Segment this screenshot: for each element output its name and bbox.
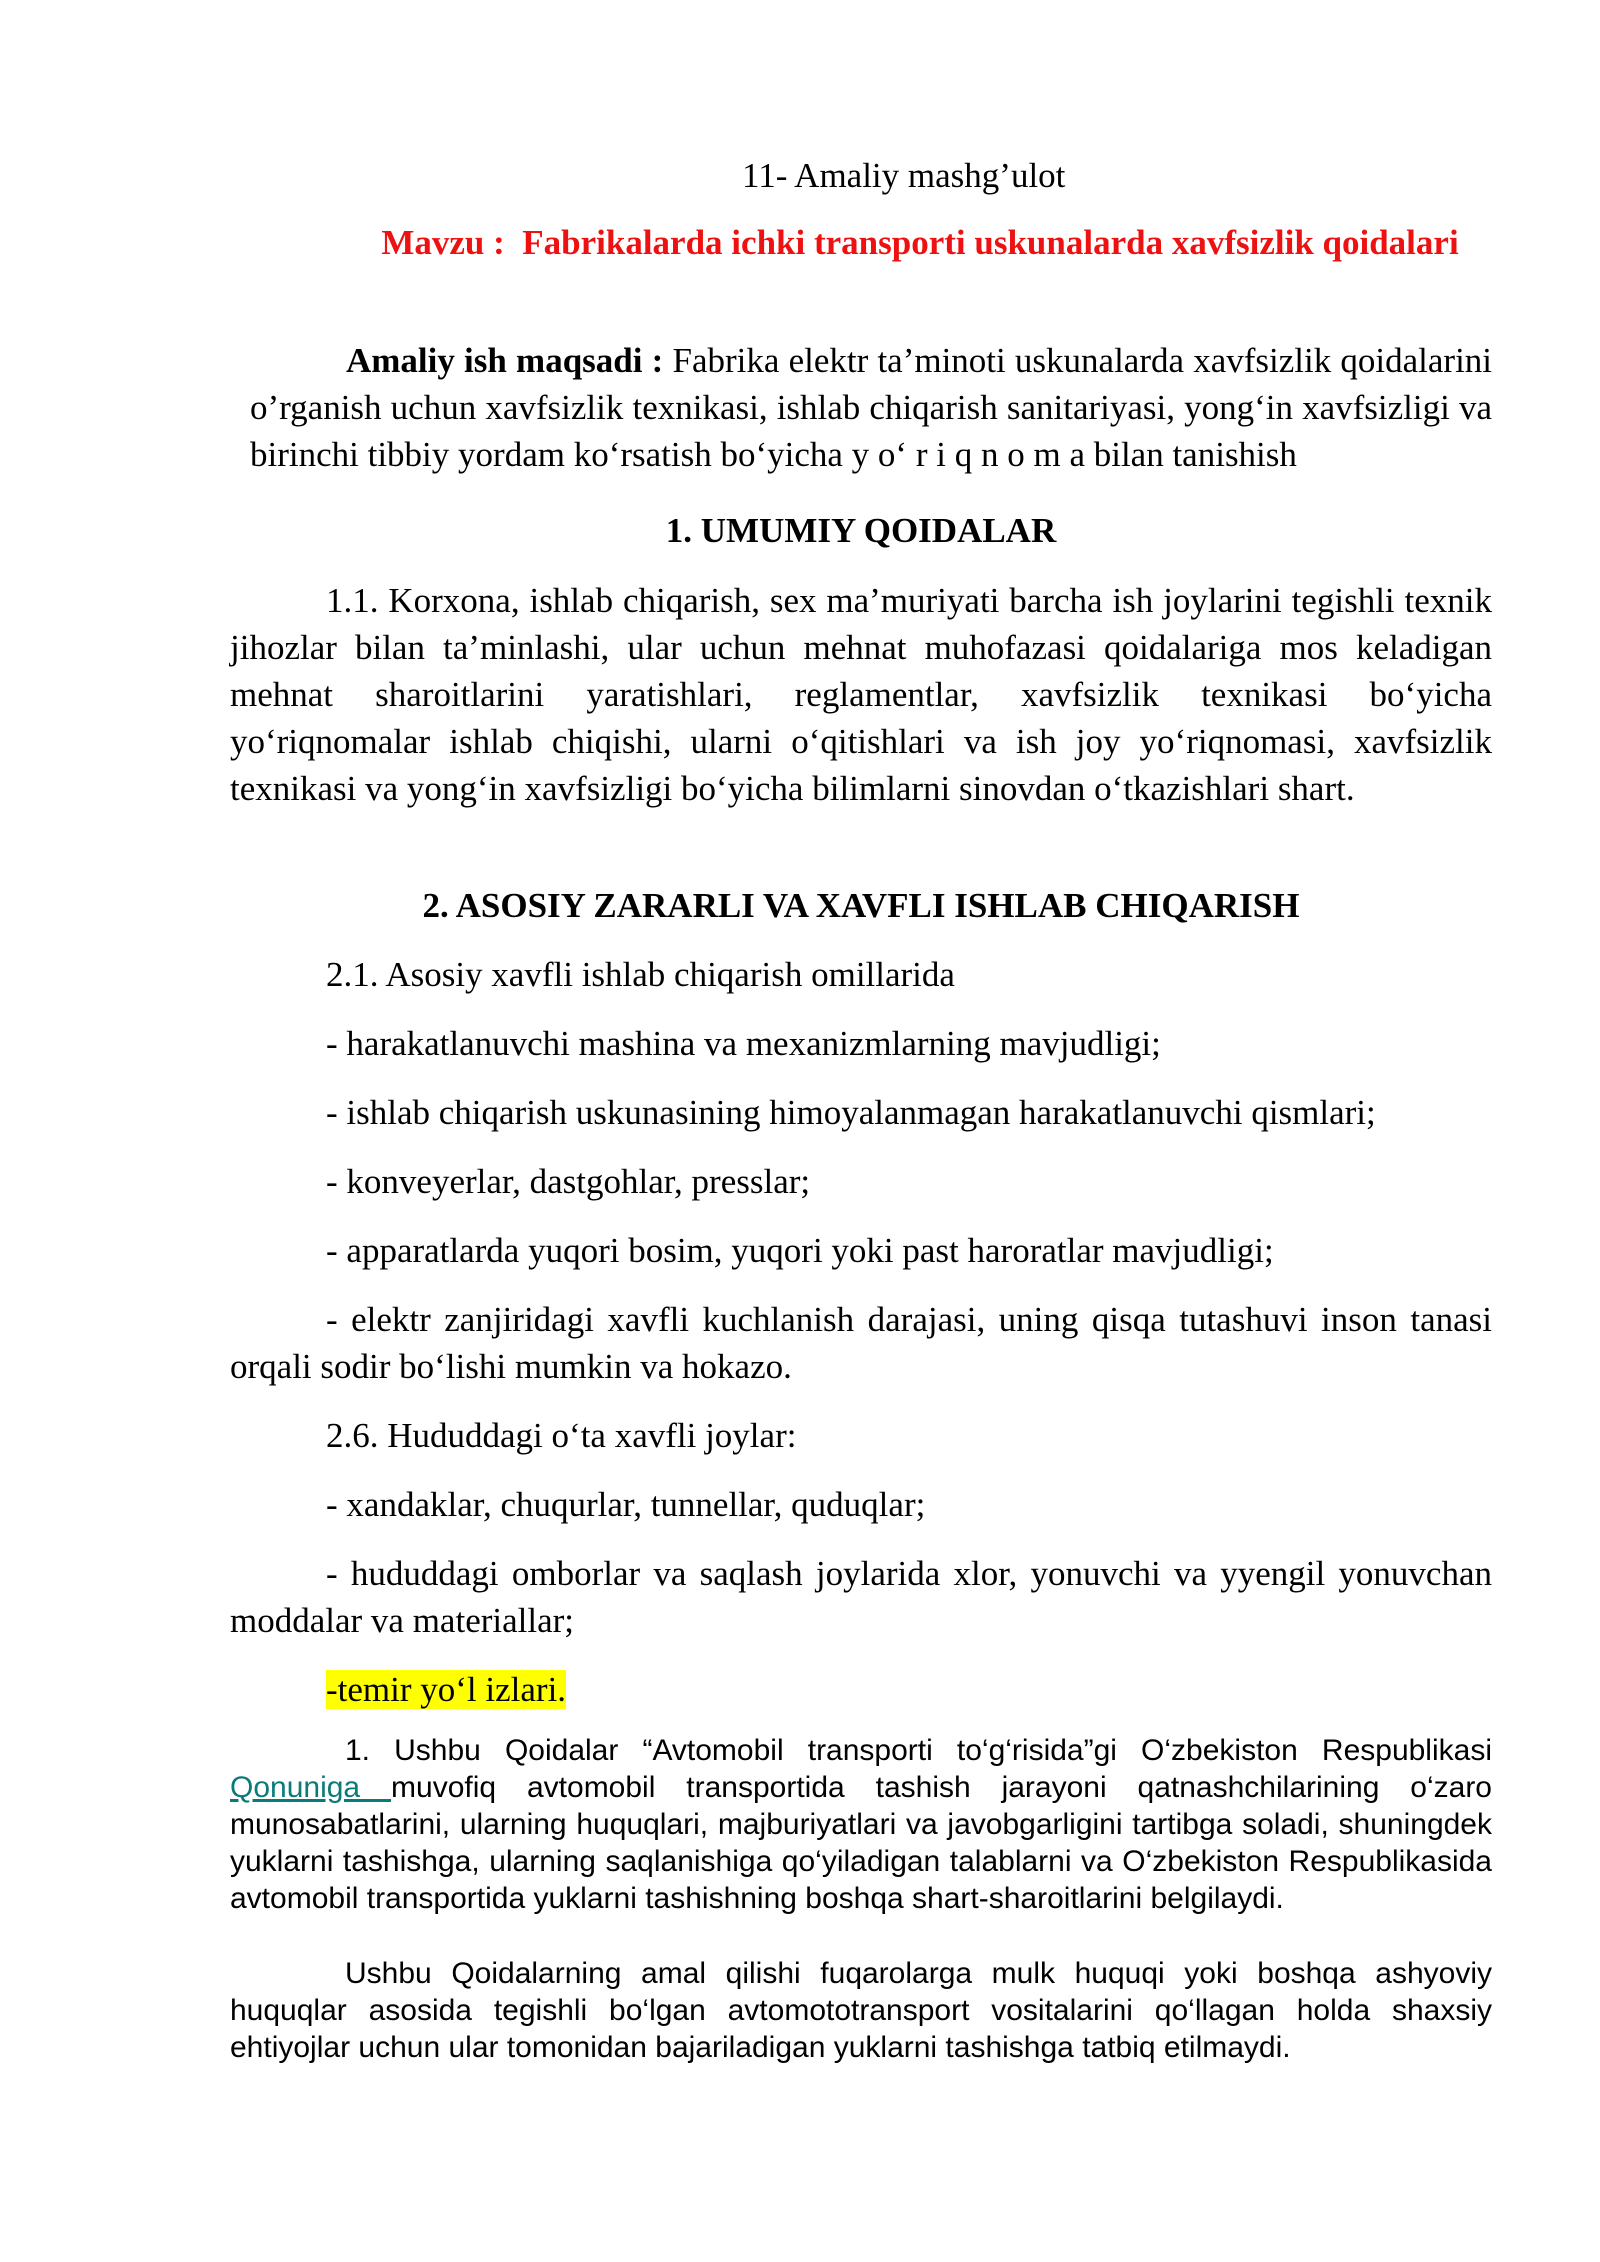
topic-text: Fabrikalarda ichki transporti uskunalarda xavfsizlik qoidalari [522,223,1459,262]
purpose-paragraph [250,337,1492,478]
section2-subheading-1: 2.1. Asosiy xavfli ishlab chiqarish omillarida [326,955,955,994]
rules-paragraph-1 [230,1732,1492,1917]
hazard-item-2: - ishlab chiqarish uskunasining himoyalanmagan harakatlanuvchi qismlari; [326,1093,1376,1132]
section2-subheading-2: 2.6. Hududdagi o‘ta xavfli joylar: [326,1416,797,1455]
hazard-item-1: - harakatlanuvchi mashina va mexanizmlarning mavjudligi; [326,1024,1161,1063]
purpose-label: Amaliy ish maqsadi : [346,341,664,380]
section1-heading: 1. UMUMIY QOIDALAR [665,511,1057,550]
zone-item-2: - hududdagi omborlar va saqlash joylarida xlor, yonuvchi va yyengil yonuvchan moddalar va materiallar; [230,1554,1492,1640]
hazard-item-3: - konveyerlar, dastgohlar, presslar; [326,1162,811,1201]
highlighted-item: -temir yo‘l izlari. [326,1670,567,1709]
zone-item-1: - xandaklar, chuqurlar, tunnellar, quduqlar; [326,1485,926,1524]
qonun-link[interactable]: Qonuniga [230,1771,392,1804]
topic-heading [380,220,1460,266]
rules-paragraph-2: Ushbu Qoidalarning amal qilishi fuqarolarga mulk huquqi yoki boshqa ashyoviy huquqlar asosida tegishli bo‘lgan avtomototransport vositalarini qo‘llagan holda shaxsiy ehtiyojlar uchun ular tomonidan bajariladigan yuklarni tashishga tatbiq etilmaydi. [230,1957,1492,2064]
rules-p1-text-a: 1. Ushbu Qoidalar “Avtomobil transporti to‘g‘risida”gi O‘zbekiston Respublikasi [345,1734,1492,1767]
purpose-text: Fabrika elektr ta’minoti uskunalarda xavfsizlik qoidalarini o’rganish uchun xavfsizlik texnikasi, ishlab chiqarish sanitariyasi, yong‘in xavfsizligi va birinchi tibbiy yordam ko‘rsatish bo‘yicha y o‘ r i q n o m a bilan tanishish [250,341,1493,474]
zone-item-3 [230,1666,1492,1713]
section1-paragraph: 1.1. Korxona, ishlab chiqarish, sex ma’muriyati barcha ish joylarini tegishli texnik jihozlar bilan ta’minlashi, ular uchun mehnat muhofazasi qoidalariga mos keladigan mehnat sharoitlarini yaratishlari, reglamentlar, xavfsizlik texnikasi bo‘yicha yo‘riqnomalar ishlab chiqishi, ularni o‘qitishlari va ish joy yo‘riqnomasi, xavfsizlik texnikasi va yong‘in xavfsizligi bo‘yicha bilimlarni sinovdan o‘tkazishlari shart. [230,581,1492,808]
rules-p1-text-b: muvofiq avtomobil transportida tashish jarayoni qatnashchilarining o‘zaro munosabatlarini, ularning huquqlari, majburiyatlari va javobgarligini tartibga soladi, shuningdek yuklarni tashishga, ularning saqlanishiga qo‘yiladigan talablarni va O‘zbekiston Respublikasida avtomobil transportida yuklarni tashishning boshqa shart-sharoitlarini belgilaydi. [230,1771,1492,1915]
hazard-item-5: - elektr zanjiridagi xavfli kuchlanish darajasi, uning qisqa tutashuvi inson tanasi orqali sodir bo‘lishi mumkin va hokazo. [230,1300,1492,1386]
topic-prefix: Mavzu : [381,223,505,262]
section2-heading: 2. ASOSIY ZARARLI VA XAVFLI ISHLAB CHIQARISH [422,886,1300,925]
document-title: 11- Amaliy mashg’ulot [742,156,1066,195]
hazard-item-4: - apparatlarda yuqori bosim, yuqori yoki past haroratlar mavjudligi; [326,1231,1274,1270]
